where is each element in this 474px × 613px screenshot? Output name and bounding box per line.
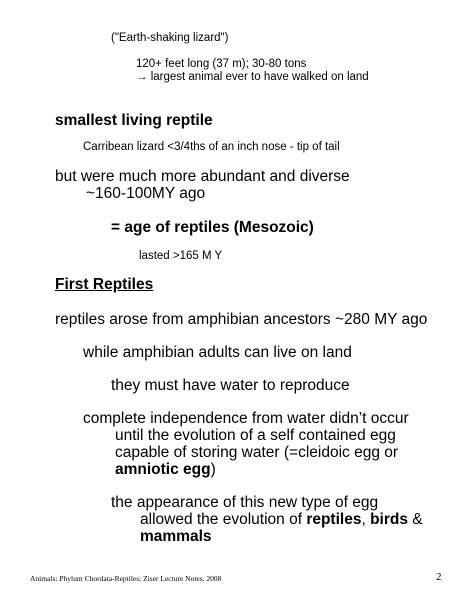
time-range-line: ~160-100MY ago [86, 185, 206, 202]
independence-line: complete independence from water didn’t occur [83, 410, 409, 427]
mammals-term: mammals [140, 528, 212, 545]
carribean-lizard-line: Carribean lizard <3/4ths of an inch nose - tip of tail [83, 141, 340, 153]
sauropod-size-line: 120+ feet long (37 m); 30-80 tons [136, 58, 307, 70]
age-of-reptiles-heading: = age of reptiles (Mesozoic) [111, 219, 314, 236]
amniotic-egg-term: amniotic egg [115, 461, 211, 478]
amphibian-adults-line: while amphibian adults can live on land [83, 344, 352, 361]
storing-water-line: capable of storing water (=cleidoic egg or [115, 444, 399, 461]
allowed-evolution-line [140, 511, 423, 529]
allowed-evolution-text: allowed the evolution of [140, 511, 307, 528]
smallest-reptile-heading: smallest living reptile [55, 112, 213, 129]
amniotic-egg-line [115, 461, 216, 479]
footer-citation: Animals: Phylum Chordata-Reptiles; Ziser Lecture Notes, 2008 [30, 574, 222, 583]
page-number: 2 [436, 571, 442, 583]
water-reproduce-line: they must have water to reproduce [111, 377, 350, 394]
abundance-line: but were much more abundant and diverse [55, 168, 350, 185]
first-reptiles-heading: First Reptiles [55, 276, 154, 293]
comma-separator: , [361, 511, 371, 528]
new-egg-line: the appearance of this new type of egg [111, 494, 379, 511]
lasted-line: lasted >165 M Y [139, 250, 223, 262]
sauropod-name-meaning: ("Earth-shaking lizard") [111, 32, 229, 44]
reptiles-term: reptiles [306, 511, 362, 528]
ampersand: & [407, 511, 423, 528]
birds-term: birds [370, 511, 408, 528]
self-contained-egg-line: until the evolution of a self contained egg [115, 427, 396, 444]
closing-paren: ) [210, 461, 216, 478]
largest-land-animal-line: → largest animal ever to have walked on land [136, 71, 369, 83]
reptile-origin-line: reptiles arose from amphibian ancestors ~280 MY ago [55, 311, 428, 328]
